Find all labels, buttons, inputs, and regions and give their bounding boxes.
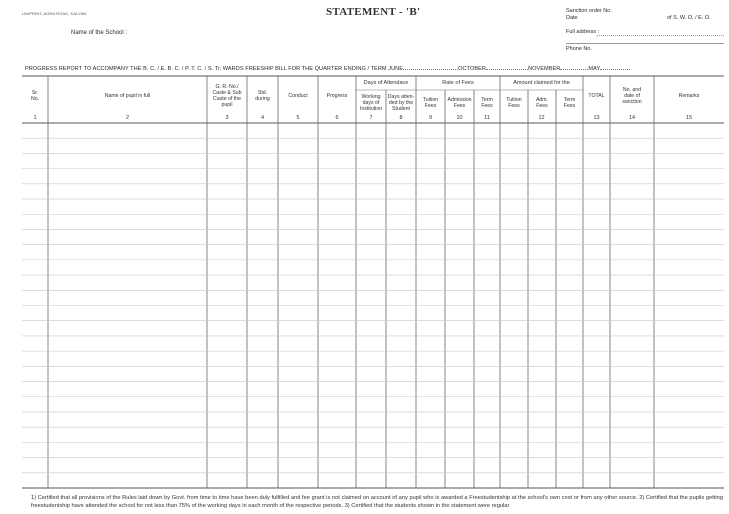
column-number: 2	[125, 115, 130, 121]
column-header-label: Adm.	[535, 96, 549, 103]
column-header-label: Tuition	[506, 96, 522, 103]
month-may: MAY	[588, 66, 601, 72]
column-header	[654, 93, 724, 99]
column-number: 9	[428, 115, 433, 121]
column-number: 11	[484, 115, 490, 121]
column-header	[583, 93, 610, 99]
swo-label: of S. W. O. / E. O.	[667, 15, 711, 21]
column-header-label: Admission	[447, 96, 472, 103]
column-header-label: Term	[563, 96, 576, 103]
column-number: 13	[593, 115, 600, 121]
column-header	[278, 93, 318, 99]
column-header-label: Fees	[536, 103, 548, 109]
column-header-label: No. and	[622, 86, 642, 93]
column-header-label: G. R. No./	[215, 83, 239, 90]
column-header-label: Sr.	[31, 89, 39, 96]
column-header	[386, 94, 416, 113]
column-number: 8	[399, 115, 403, 121]
column-number: 1	[33, 115, 37, 121]
column-header-label: sanction	[622, 99, 642, 106]
column-header	[528, 97, 556, 109]
column-header-label: Days atten-	[387, 93, 415, 100]
column-number: 12	[538, 115, 545, 121]
column-number: 15	[685, 115, 693, 121]
column-header-label: Fees	[563, 103, 576, 109]
column-header-label: TOTAL	[588, 92, 605, 99]
column-header	[318, 93, 356, 99]
column-header-label: Term	[481, 96, 493, 103]
column-header-label: during	[255, 96, 270, 102]
column-header	[474, 97, 500, 109]
column-header-label: date of	[624, 92, 640, 99]
column-group-header: Amount claimed for the	[513, 80, 570, 86]
column-number: 6	[335, 115, 339, 121]
column-header-label: Caste & Sub	[212, 89, 242, 96]
column-number: 4	[260, 115, 265, 121]
column-header-label: Fees	[481, 103, 493, 109]
sanction-order-label: Sanction order No.	[566, 8, 612, 14]
progress-text: PROGRESS REPORT TO ACCOMPANY THE B. C. / E. B. C. / P. T. C. / S. Tr. WARDS FREESHIP BILL FOR THE QUARTER ENDING / TERM JUNE	[25, 66, 404, 72]
column-header-label: Institution	[359, 106, 383, 113]
column-header-label: Tuition	[422, 96, 439, 103]
column-header	[247, 90, 278, 102]
column-header	[445, 97, 474, 109]
column-header	[610, 87, 654, 106]
phone-label: Phone No.	[566, 46, 592, 52]
column-header-label: pupil	[221, 102, 233, 109]
column-header-label: ded by the	[388, 99, 414, 106]
column-header-label: Progress	[326, 92, 348, 99]
column-header-label: Fees	[453, 103, 466, 109]
column-header-label: Student	[392, 106, 410, 113]
column-header	[207, 84, 247, 109]
column-header-label: Working	[361, 93, 381, 100]
column-number: 3	[225, 115, 229, 121]
column-header	[556, 97, 583, 109]
column-number: 5	[296, 115, 300, 121]
column-header-label: Fees	[508, 103, 520, 109]
column-header-label: days of	[362, 99, 380, 106]
printer-imprint: UNIPRINT, AGRA ROAD, KALYAN	[22, 11, 87, 16]
column-header-label: No.	[30, 96, 40, 102]
column-header-label: Fees	[424, 103, 437, 109]
school-name-label: Name of the School :	[71, 30, 128, 36]
column-header	[500, 97, 528, 109]
month-october: OCTOBER	[458, 66, 486, 72]
column-header-label: Remarks	[678, 92, 700, 99]
column-header	[416, 97, 445, 109]
column-number: 14	[628, 115, 636, 121]
page-title: STATEMENT - 'B'	[326, 6, 421, 18]
column-group-header: Days of Attendace	[363, 80, 409, 86]
column-group-header: Rate of Fees	[442, 80, 474, 86]
full-address-label: Full address :	[566, 29, 600, 35]
month-november: NOVEMBER	[527, 66, 561, 72]
column-header	[48, 93, 207, 99]
column-header-label: Std.	[257, 89, 268, 96]
certification-footer: 1) Certified that all provisions of the Rules laid down by Govt. from time to time have been duly fulfilled and fee grant is not claimed on account of any pupil who is awarded a Freestudentship at the school's own cost or from any other source. 2) Certified that the pupils getting freestudentship have attended the school for not less than 75% of the working days in each month of the respective periods. 3) Certified that the students shown in the statement were regular	[31, 495, 723, 510]
column-number: 10	[456, 115, 463, 121]
column-number: 7	[369, 115, 373, 121]
column-header-label: Conduct	[288, 92, 308, 99]
column-header-label: Caste of the	[213, 96, 241, 102]
column-header	[22, 90, 48, 102]
column-header-label: Name of pupil in full	[104, 92, 151, 99]
date-label: Date	[566, 15, 578, 21]
column-header	[356, 94, 386, 113]
